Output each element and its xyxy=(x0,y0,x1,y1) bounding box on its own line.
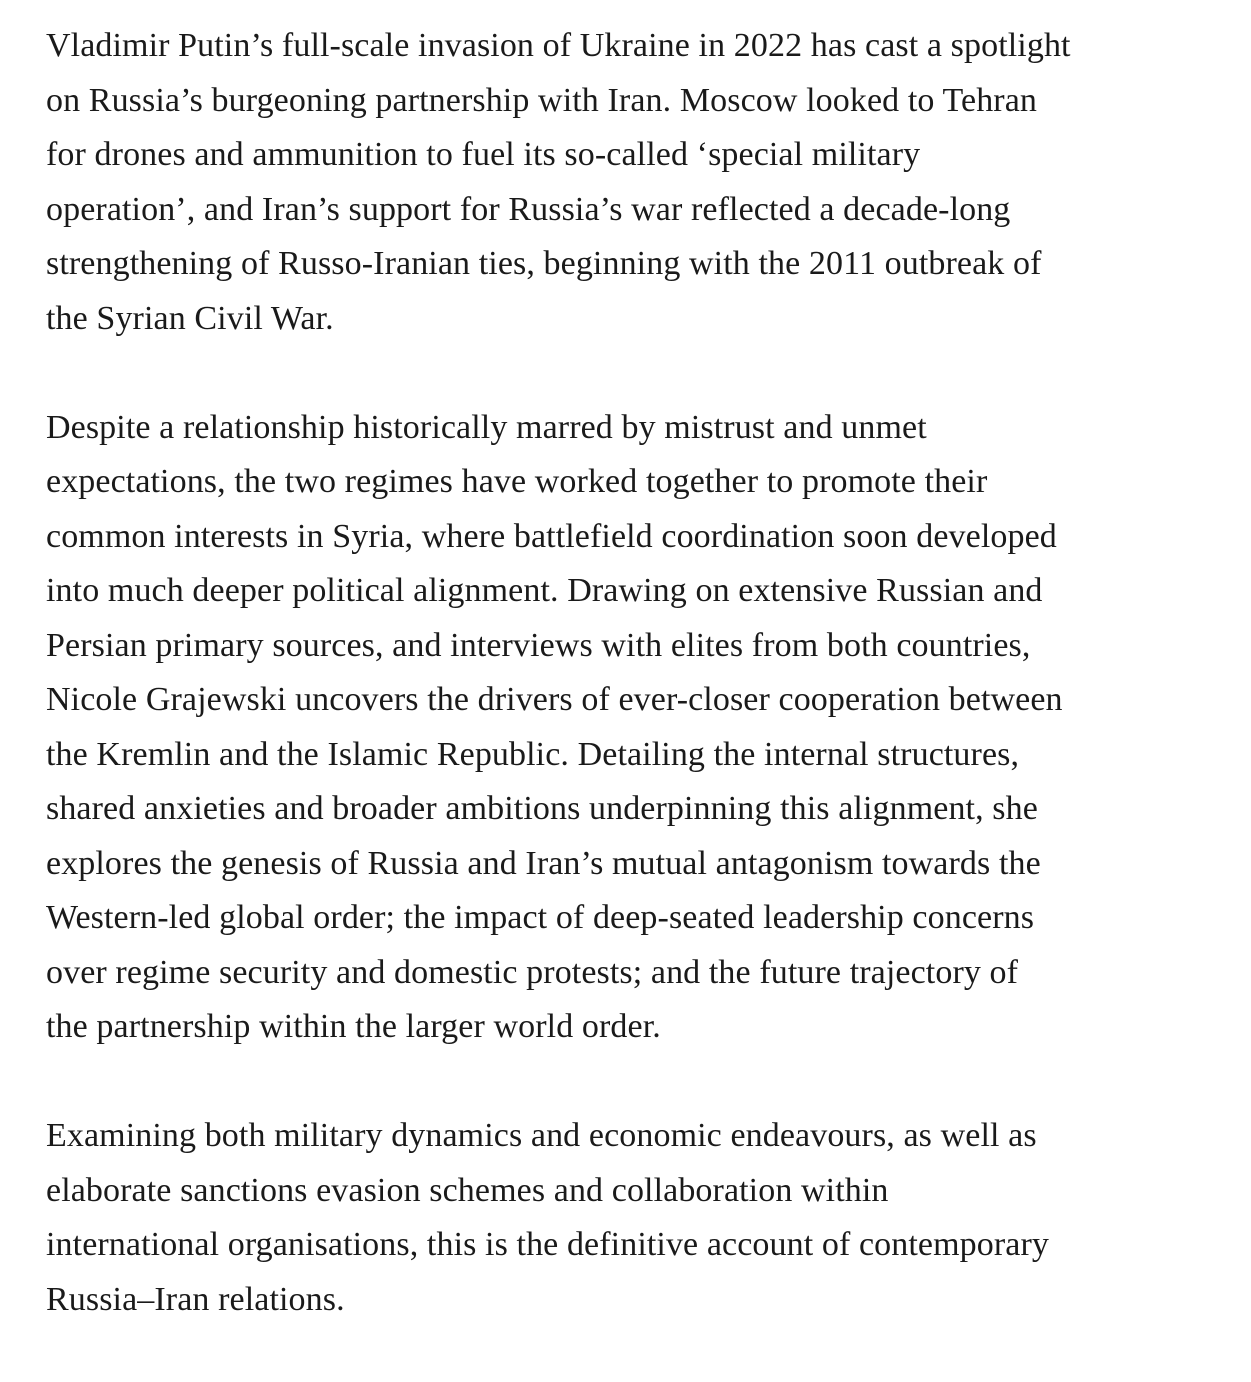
text-line: Western-led global order; the impact of deep-seated leadership concerns xyxy=(46,899,1035,936)
paragraph-1 xyxy=(46,19,1246,346)
text-line: Nicole Grajewski uncovers the drivers of ever-closer cooperation between xyxy=(46,681,1063,718)
text-line: on Russia’s burgeoning partnership with Iran. Moscow looked to Tehran xyxy=(46,81,1038,119)
text-line: the Kremlin and the Islamic Republic. Detailing the internal structures, xyxy=(46,735,1020,773)
text-line: elaborate sanctions evasion schemes and collaboration within xyxy=(46,1171,889,1209)
text-line: common interests in Syria, where battlefield coordination soon developed xyxy=(46,517,1057,555)
text-line: Vladimir Putin’s full-scale invasion of Ukraine in 2022 has cast a spotlight xyxy=(46,27,1071,64)
text-line: explores the genesis of Russia and Iran’s mutual antagonism towards the xyxy=(46,844,1041,882)
paragraph-3 xyxy=(46,1109,1246,1327)
text-line: Examining both military dynamics and economic endeavours, as well as xyxy=(46,1117,1037,1154)
text-line: for drones and ammunition to fuel its so-called ‘special military xyxy=(46,136,921,173)
text-line: the Syrian Civil War. xyxy=(46,299,334,337)
text-line: operation’, and Iran’s support for Russia’s war reflected a decade-long xyxy=(46,190,1011,228)
text-line: expectations, the two regimes have worked together to promote their xyxy=(46,463,988,500)
text-line: strengthening of Russo-Iranian ties, beginning with the 2011 outbreak of xyxy=(46,245,1042,282)
text-line: the partnership within the larger world order. xyxy=(46,1008,661,1045)
article-body xyxy=(46,19,1246,1382)
paragraph-2 xyxy=(46,401,1246,1055)
text-line: into much deeper political alignment. Drawing on extensive Russian and xyxy=(46,572,1043,609)
text-line: Despite a relationship historically marred by mistrust and unmet xyxy=(46,408,927,446)
text-line: over regime security and domestic protests; and the future trajectory of xyxy=(46,953,1019,991)
text-line: shared anxieties and broader ambitions underpinning this alignment, she xyxy=(46,790,1038,827)
text-line: international organisations, this is the definitive account of contemporary xyxy=(46,1226,1049,1263)
text-line: Persian primary sources, and interviews with elites from both countries, xyxy=(46,626,1031,664)
text-line: Russia–Iran relations. xyxy=(46,1280,345,1318)
